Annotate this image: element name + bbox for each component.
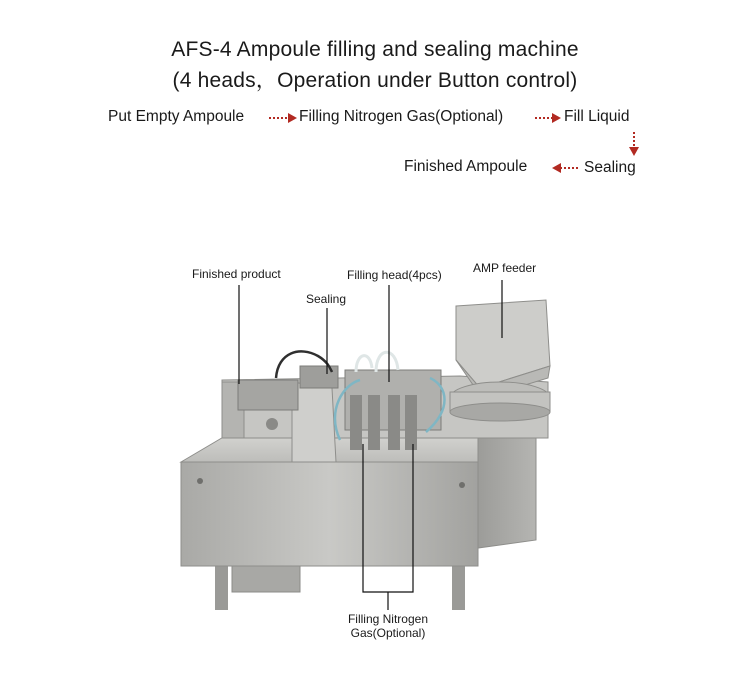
knob-icon — [266, 418, 278, 430]
filling-needle — [405, 395, 417, 450]
filling-needle — [350, 395, 362, 450]
flow-step-filling-nitrogen: Filling Nitrogen Gas(Optional) — [299, 108, 504, 125]
page-title: AFS-4 Ampoule filling and sealing machine — [171, 38, 579, 61]
callout-finished-product: Finished product — [192, 267, 281, 281]
finished-chute — [292, 382, 336, 462]
callout-sealing: Sealing — [306, 292, 347, 306]
flow-step-fill-liquid: Fill Liquid — [564, 108, 630, 125]
sealing-assembly — [238, 380, 298, 410]
flow-step-sealing: Sealing — [584, 159, 636, 176]
filling-needle — [368, 395, 380, 450]
cabinet-front — [181, 462, 478, 566]
callout-nitrogen-line1: Filling Nitrogen — [347, 612, 429, 626]
flow-step-put-empty-ampoule: Put Empty Ampoule — [108, 108, 245, 125]
side-cabinet — [478, 432, 536, 548]
feeder-drum-base — [450, 403, 550, 421]
callout-amp-feeder: AMP feeder — [473, 261, 537, 275]
flow-step-finished-ampoule: Finished Ampoule — [404, 158, 528, 175]
callout-filling-head: Filling head(4pcs) — [347, 268, 442, 282]
page-subtitle: (4 heads，Operation under Button control) — [172, 69, 578, 92]
sealing-burner — [300, 366, 338, 388]
callout-nitrogen-line2: Gas(Optional) — [350, 626, 426, 640]
filling-needle — [388, 395, 400, 450]
screw-icon — [459, 482, 465, 488]
tube — [376, 352, 398, 372]
screw-icon — [197, 478, 203, 484]
